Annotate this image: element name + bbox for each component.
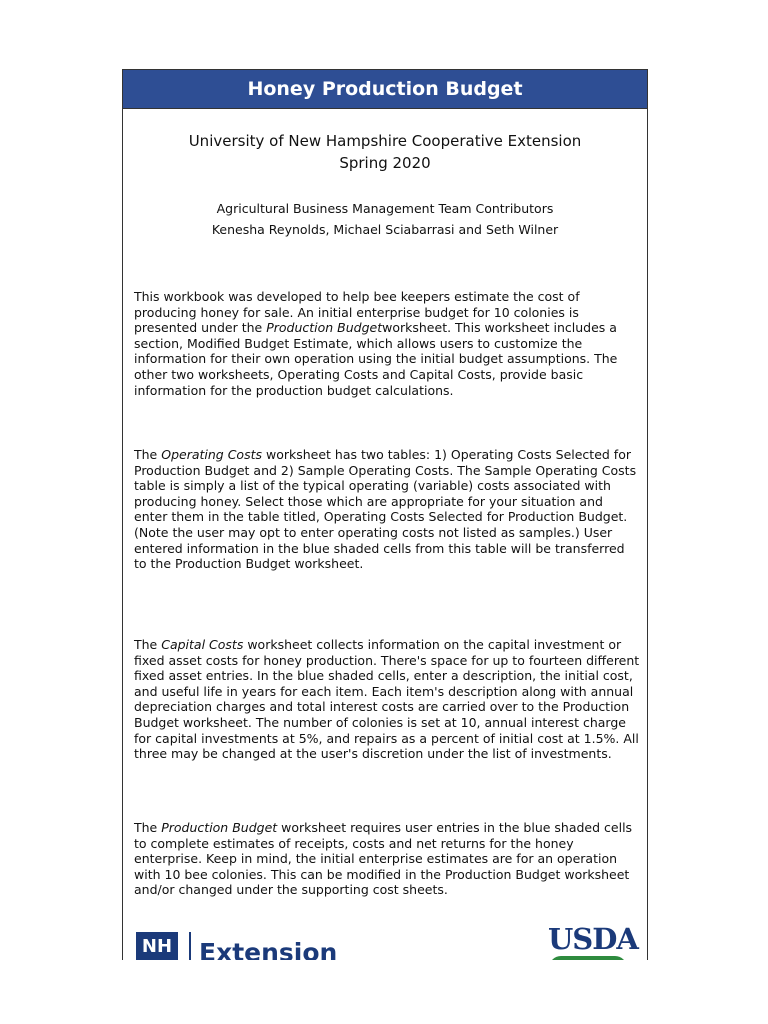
capital-text-1: The: [134, 637, 162, 652]
operating-costs-paragraph: [134, 447, 640, 572]
team-name: Agricultural Business Management Team Contributors: [216, 201, 554, 216]
operating-text-2: worksheet has two tables: 1) Operating Costs Selected for Production Budget and 2) Sample Operating Costs. The Sample Operating Costs table is simply a list of the typical operating (variable) costs associated with producing honey. Select those which are appropriate for your situation and enter them in the table titled, Operating Costs Selected for Production Budget. (Note the user may opt to enter operating costs not listed as samples.) User entered information in the blue shaded cells from this table will be transferred to the Production Budget worksheet.: [134, 447, 637, 572]
usda-arc-icon: [549, 956, 627, 960]
intro-paragraph: [134, 289, 640, 398]
production-budget-paragraph: [134, 820, 640, 898]
logo-divider: [189, 932, 191, 960]
term-label: Spring 2020: [339, 154, 431, 172]
intro-text-2: worksheet. This worksheet includes a section, Modified Budget Estimate, which allows users to customize the information for their own operation using the initial budget assumptions. The other two worksheets, Operating Costs and Capital Costs, provide basic information for the production budget calculations.: [134, 320, 618, 398]
production-text-2: worksheet requires user entries in the blue shaded cells to complete estimates of receipts, costs and net returns for the honey enterprise. Keep in mind, the initial enterprise estimates are for an operation with 10 bee colonies. This can be modified in the Production Budget worksheet and/or changed under the supporting cost sheets.: [134, 820, 633, 898]
capital-text-2: worksheet collects information on the capital investment or fixed asset costs for honey production. There's space for up to fourteen different fixed asset entries. In the blue shaded cells, enter a description, the initial cost, and useful life in years for each item. Each item's description along with annual depreciation charges and total interest costs are carried over to the Production Budget worksheet. The number of colonies is set at 10, annual interest charge for capital investments at 5%, and repairs as a percent of initial cost at 1.5%. All three may be changed at the user's discretion under the list of investments.: [134, 637, 640, 762]
document-sheet: [122, 69, 648, 960]
page-title: Honey Production Budget: [123, 70, 647, 109]
production-emphasis: Production Budget: [161, 820, 278, 835]
operating-text-1: The: [134, 447, 162, 462]
capital-emphasis: Capital Costs: [161, 637, 244, 652]
unh-logo: NH: [136, 932, 178, 960]
capital-costs-paragraph: [134, 637, 640, 762]
production-text-1: The: [134, 820, 162, 835]
intro-emphasis: Production Budget: [266, 320, 383, 336]
extension-logo-text: Extension: [199, 938, 338, 960]
contributor-names: Kenesha Reynolds, Michael Sciabarrasi and Seth Wilner: [211, 222, 559, 237]
organization-block: [123, 130, 647, 174]
organization-name: University of New Hampshire Cooperative Extension: [188, 132, 582, 150]
usda-logo-text: USDA: [548, 922, 638, 956]
usda-logo: [548, 922, 638, 960]
operating-emphasis: Operating Costs: [161, 447, 263, 462]
contributors-block: [123, 198, 647, 240]
intro-text-1: This workbook was developed to help bee keepers estimate the cost of producing honey for sale. An initial enterprise budget for 10 colonies is presented under the: [134, 289, 580, 336]
